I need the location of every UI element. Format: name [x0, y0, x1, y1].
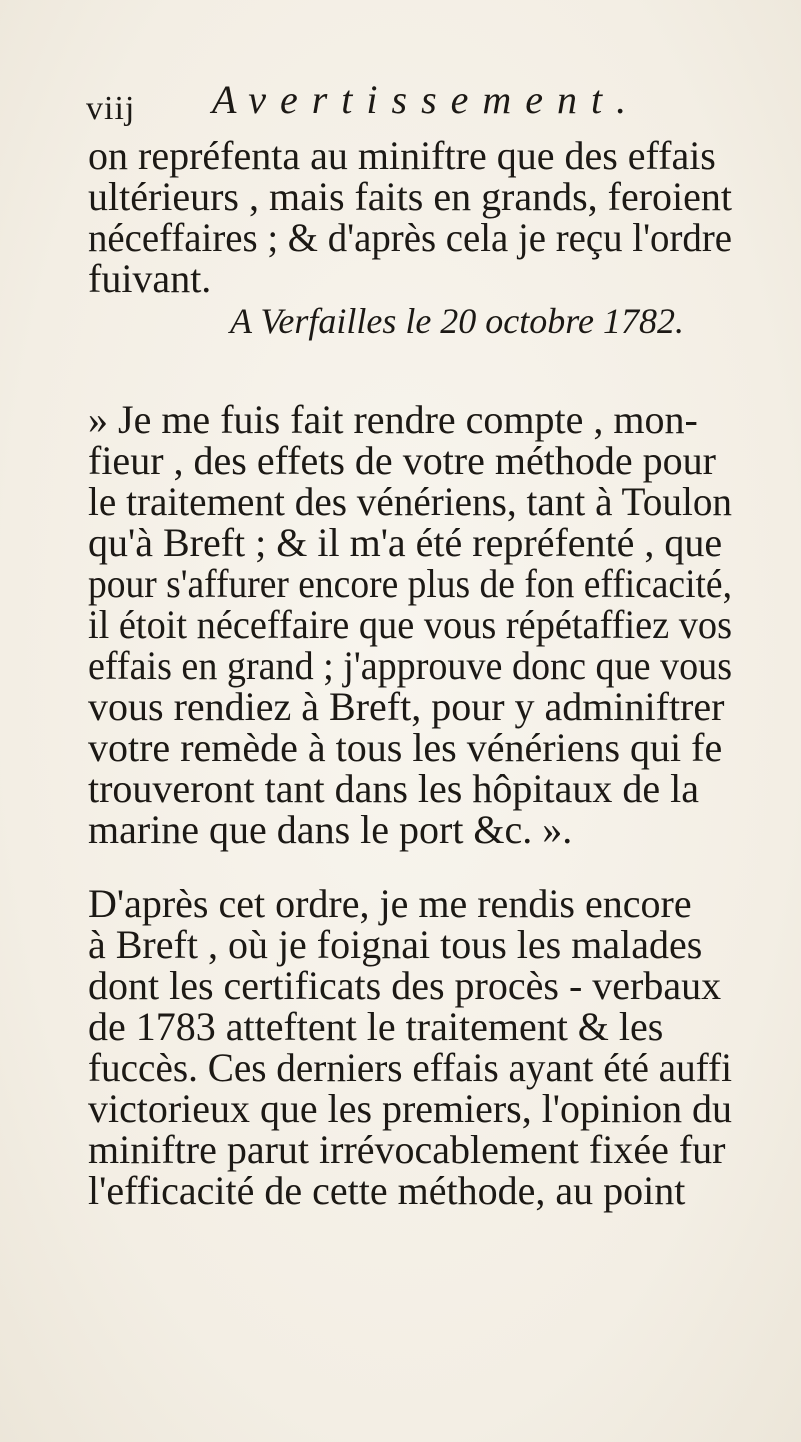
text-line: il étoit néceffaire que vous répétaffiez vos — [88, 602, 733, 647]
text-line: fieur , des effets de votre méthode pour — [88, 438, 716, 483]
text-line: votre remède à tous les vénériens qui fe — [88, 725, 723, 770]
text-line: miniftre parut irrévocablement fixée fur — [88, 1127, 726, 1172]
text-line: qu'à Breft ; & il m'a été repréfenté , que — [88, 520, 723, 565]
text-line: néceffaires ; & d'après cela je reçu l'ordre — [88, 215, 733, 260]
text-line: marine que dans le port &c. ». — [88, 807, 573, 852]
text-line: victorieux que les premiers, l'opinion du — [88, 1086, 733, 1131]
dateline: A Verfailles le 20 octobre 1782. — [230, 301, 684, 341]
text-line: dont les certificats des procès - verbaux — [88, 963, 722, 1008]
page-number: viij — [86, 90, 136, 127]
text-line: de 1783 atteftent le traitement & les — [88, 1004, 664, 1049]
text-line: l'efficacité de cette méthode, au point — [88, 1168, 686, 1213]
text-line: » Je me fuis fait rendre compte , mon- — [88, 397, 698, 442]
text-line: D'après cet ordre, je me rendis encore — [88, 881, 692, 926]
text-line: fuivant. — [88, 256, 212, 301]
text-line: trouveront tant dans les hôpitaux de la — [88, 766, 699, 811]
text-line: pour s'affurer encore plus de fon efficacité, — [88, 561, 732, 606]
text-line: vous rendiez à Breft, pour y adminiftrer — [88, 684, 725, 729]
text-line: à Breft , où je foignai tous les malades — [88, 922, 703, 967]
text-line: le traitement des vénériens, tant à Toulon — [88, 479, 733, 524]
text-line: ultérieurs , mais faits en grands, feroient — [88, 174, 732, 219]
running-head: Avertissement. — [212, 77, 641, 122]
text-line: on repréfenta au miniftre que des effais — [88, 133, 716, 178]
text-line: effais en grand ; j'approuve donc que vous — [88, 643, 733, 688]
page-header — [86, 76, 726, 132]
text-line: fuccès. Ces derniers effais ayant été auffi — [88, 1045, 732, 1090]
